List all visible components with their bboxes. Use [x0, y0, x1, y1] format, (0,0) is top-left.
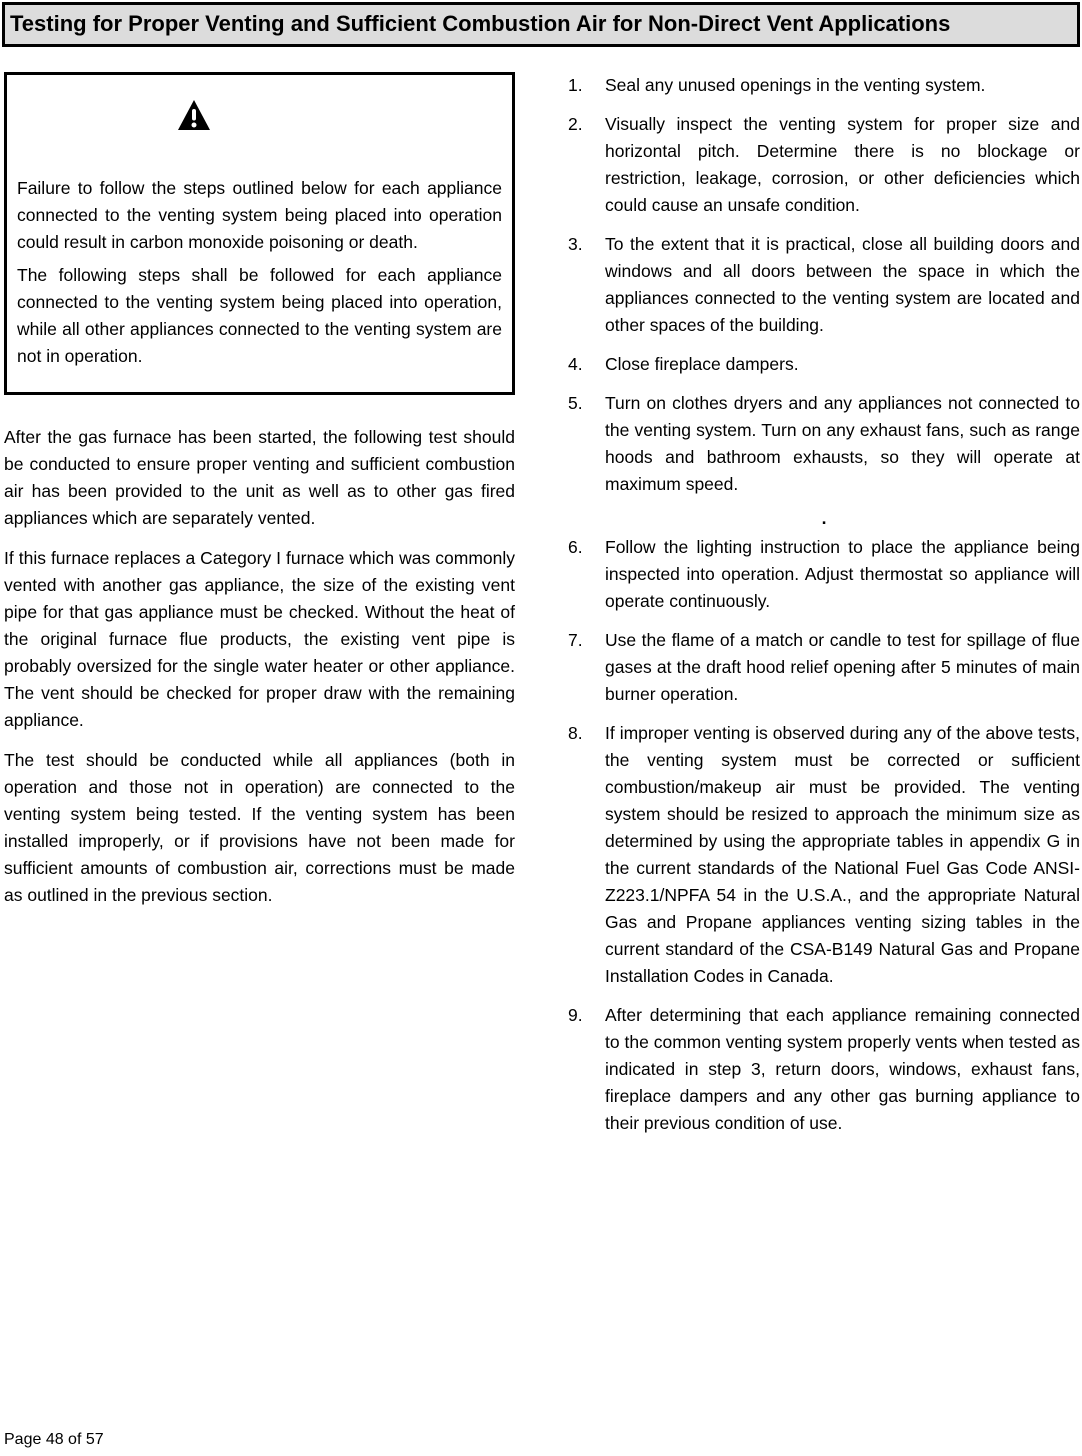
numbered-steps-list	[568, 72, 1080, 1137]
two-column-layout	[2, 72, 1080, 1149]
warning-paragraph-1: Failure to follow the steps outlined below for each appliance connected to the venting system being placed into operation could result in carbon monoxide poisoning or death.	[17, 178, 502, 252]
body-paragraph-1: After the gas furnace has been started, the following test should be conducted to ensure proper venting and sufficient combustion air has been provided to the unit as well as to other gas fired appliances which are separately vented.	[4, 427, 515, 528]
step-text: Follow the lighting instruction to place the appliance being inspected into operation. Adjust thermostat so appliance will operate continuously.	[605, 537, 1080, 611]
step-text: Visually inspect the venting system for proper size and horizontal pitch. Determine there is no blockage or restriction, leakage, corrosion, or other deficiencies which could cause an unsafe condition.	[605, 114, 1080, 215]
page-footer: Page 48 of 57	[4, 1431, 104, 1448]
step-item-2	[568, 111, 1080, 219]
warning-paragraph-2: The following steps shall be followed for each appliance connected to the venting system being placed into operation, while all other appliances connected to the venting system are not in operation.	[17, 265, 502, 366]
step-number: 2.	[568, 114, 583, 134]
step-text: To the extent that it is practical, close all building doors and windows and all doors between the space in which the appliances connected to the venting system are located and other spaces of the building.	[605, 234, 1080, 335]
warning-box	[4, 72, 515, 395]
right-column	[568, 72, 1080, 1149]
warning-triangle-icon	[177, 99, 211, 131]
step-number: 4.	[568, 354, 583, 374]
step-text: Close fireplace dampers.	[605, 354, 799, 374]
interstitial-dot: .	[821, 508, 827, 528]
step-item-6	[568, 534, 1080, 615]
section-title: Testing for Proper Venting and Sufficient Combustion Air for Non-Direct Vent Applications	[2, 2, 1080, 47]
step-text: Turn on clothes dryers and any appliances not connected to the venting system. Turn on any exhaust fans, such as range hoods and bathroom exhausts, so they will operate at maximum speed.	[605, 393, 1080, 494]
warning-icon-row	[17, 99, 502, 133]
step-item-1	[568, 72, 1080, 99]
step-item-5	[568, 390, 1080, 498]
body-paragraph-2: If this furnace replaces a Category I furnace which was commonly vented with another gas appliance, the size of the existing vent pipe for that gas appliance must be checked. Without the heat of the original furnace flue products, the existing vent pipe is probably oversized for the single water heater or other appliance. The vent should be checked for proper draw with the remaining appliance.	[4, 548, 515, 730]
step-number: 7.	[568, 630, 583, 650]
step-text: Use the flame of a match or candle to test for spillage of flue gases at the draft hood relief opening after 5 minutes of main burner operation.	[605, 630, 1080, 704]
step-item-9	[568, 1002, 1080, 1137]
step-text: Seal any unused openings in the venting system.	[605, 75, 986, 95]
left-column	[4, 72, 515, 1149]
step-text: If improper venting is observed during any of the above tests, the venting system must be corrected or sufficient combustion/makeup air must be provided. The venting system should be resized to approach the minimum size as determined by using the appropriate tables in appendix G in the current standards of the National Fuel Gas Code ANSI-Z223.1/NPFA 54 in the U.S.A., and the appropriate Natural Gas and Propane appliances venting sizing tables in the current standard of the CSA-B149 Natural Gas and Propane Installation Codes in Canada.	[605, 723, 1080, 986]
step-number: 3.	[568, 234, 583, 254]
step-number: 8.	[568, 723, 583, 743]
step-text: After determining that each appliance remaining connected to the common venting system properly vents when tested as indicated in step 3, return doors, windows, exhaust fans, fireplace dampers and any other gas burning appliance to their previous condition of use.	[605, 1005, 1080, 1133]
step-number: 1.	[568, 75, 583, 95]
step-number: 6.	[568, 537, 583, 557]
step-item-4	[568, 351, 1080, 378]
body-paragraph-3: The test should be conducted while all appliances (both in operation and those not in operation) are connected to the venting system being tested. If the venting system has been installed improperly, or if provisions have not been made for sufficient amounts of combustion air, corrections must be made as outlined in the previous section.	[4, 750, 515, 905]
step-item-3	[568, 231, 1080, 339]
step-number: 9.	[568, 1005, 583, 1025]
step-number: 5.	[568, 393, 583, 413]
step-item-7	[568, 627, 1080, 708]
step-item-8	[568, 720, 1080, 990]
